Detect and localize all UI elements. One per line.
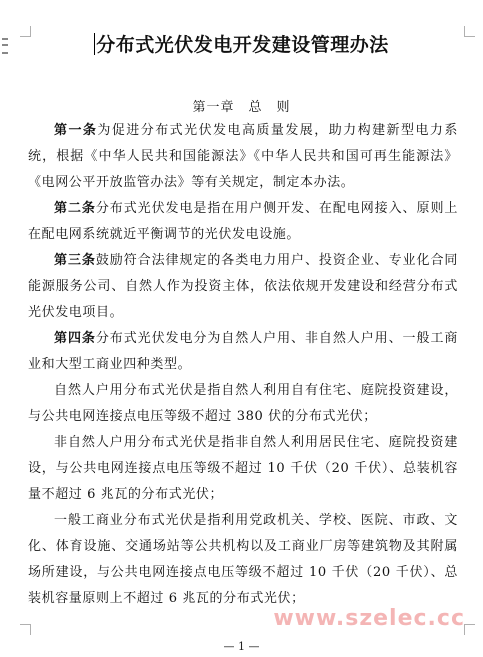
paragraph-article-3	[28, 248, 458, 326]
article-label: 第三条	[54, 253, 96, 268]
article-label: 第四条	[54, 331, 96, 346]
paragraph-household-non-natural-person	[28, 430, 458, 508]
paragraph-article-4	[28, 326, 458, 378]
page-number: — 1 —	[223, 640, 260, 653]
document-body[interactable]	[28, 118, 458, 612]
paragraph-text: 鼓励符合法律规定的各类电力用户、投资企业、专业化合同能源服务公司、自然人作为投资主体，依法依规开发建设和经营分布式光伏发电项目。	[28, 253, 458, 320]
document-title[interactable]	[0, 30, 483, 57]
paragraph-general-commercial	[28, 508, 458, 612]
paragraph-text: 一般工商业分布式光伏是指利用党政机关、学校、医院、市政、文化、体育设施、交通场站等公共机构以及工商业厂房等建筑物及其附属场所建设，与公共电网连接点电压等级不超过 10 千伏（20 千伏）、总装机容量原则上不超过 6 兆瓦的分布式光伏；	[28, 513, 458, 606]
paragraph-household-natural-person	[28, 378, 458, 430]
article-label: 第二条	[54, 201, 96, 216]
site-watermark: www.szelec.cc	[273, 606, 465, 631]
paragraph-text: 为促进分布式光伏发电高质量发展，助力构建新型电力系统，根据《中华人民共和国能源法》《中华人民共和国可再生能源法》《电网公平开放监管办法》等有关规定，制定本办法。	[28, 123, 458, 190]
paragraph-article-2	[28, 196, 458, 248]
article-label: 第一条	[54, 123, 98, 138]
paragraph-text: 非自然人户用分布式光伏是指非自然人利用居民住宅、庭院投资建设，与公共电网连接点电压等级不超过 10 千伏（20 千伏）、总装机容量不超过 6 兆瓦的分布式光伏；	[28, 435, 458, 502]
page-corner-bottom-right	[464, 624, 475, 635]
chapter-heading: 第一章 总 则	[192, 100, 291, 115]
paragraph-text: 自然人户用分布式光伏是指自然人利用自有住宅、庭院投资建设，与公共电网连接点电压等级不超过 380 伏的分布式光伏；	[28, 383, 458, 424]
paragraph-text: 分布式光伏发电分为自然人户用、非自然人户用、一般工商业和大型工商业四种类型。	[28, 331, 458, 372]
document-title-text: 分布式光伏发电开发建设管理办法	[96, 34, 389, 56]
paragraph-text: 分布式光伏发电是指在用户侧开发、在配电网接入、原则上在配电网系统就近平衡调节的光伏发电设施。	[28, 201, 458, 242]
page-corner-bottom-left	[20, 624, 31, 635]
paragraph-article-1	[28, 118, 458, 196]
